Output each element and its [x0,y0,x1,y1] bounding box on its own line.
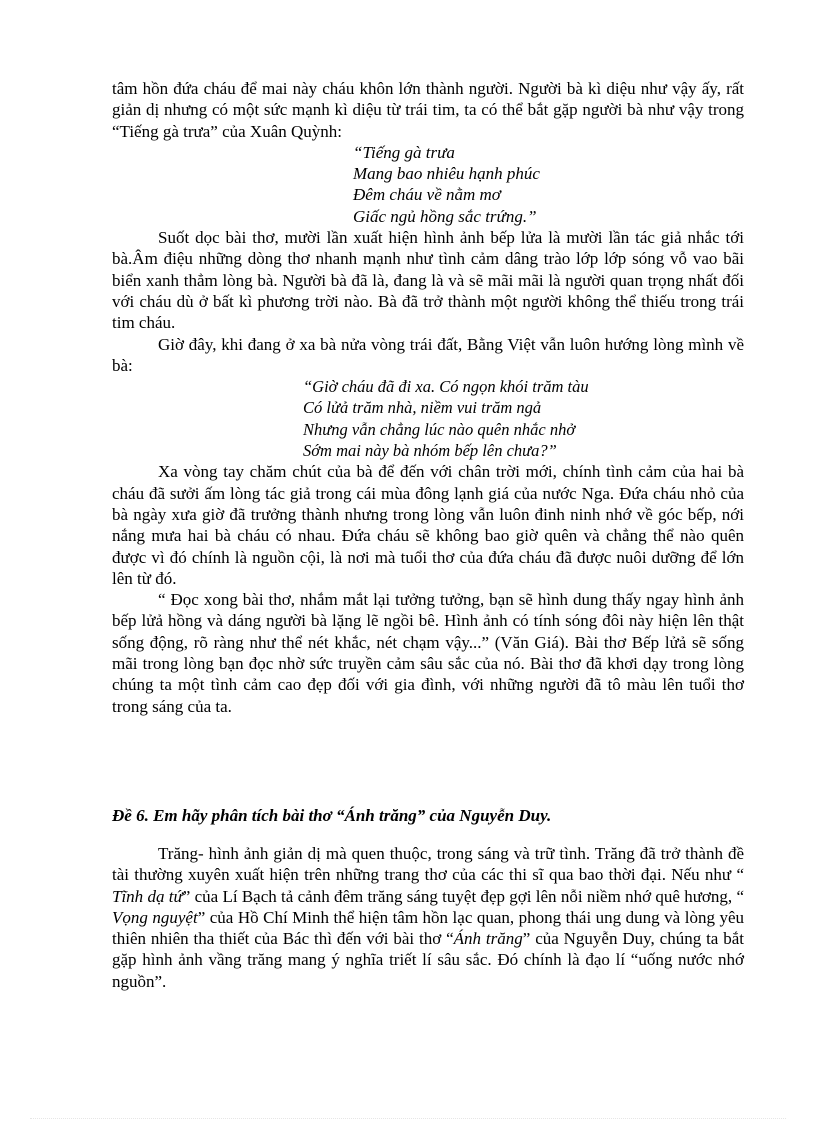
poem-tieng-ga-trua [112,142,744,227]
section-heading: Đề 6. Em hãy phân tích bài thơ “Ánh trăng” của Nguyễn Duy. [112,805,552,825]
work-title-anh-trang: Ánh trăng [453,929,523,949]
paragraph-gio-day: Giờ đây, khi đang ở xa bà nửa vòng trái đất, Bằng Việt vẫn luôn hướng lòng mình về bà: [112,334,744,375]
document-page [112,78,744,992]
paragraph-xa-vong-tay: Xa vòng tay chăm chút của bà để đến với chân trời mới, chính tình cảm của hai bà cháu đã sưởi ấm lòng tác giả trong cái mùa đông lạnh giá của nước Nga. Đứa cháu nhỏ của bà ngày xưa giờ đã trưởng thành nhưng trong lòng vẫn luôn đinh ninh nhớ về góc bếp, nới nắng mưa hai bà cháu có nhau. Đứa cháu sẽ không bao giờ quên và chẳng thể nào quên được vì đó chính là nguồn cội, là nơi mà tuổi thơ của đứa cháu đã được nuôi dưỡng để lớn lên từ đó. [112,462,744,588]
poem-line: Mang bao nhiêu hạnh phúc [353,164,540,184]
work-title-tinh-da-tu: Tĩnh dạ tứ [112,886,183,906]
page-bottom-rule [30,1118,786,1119]
poem-line: Nhưng vẫn chẳng lúc nào quên nhắc nhở [303,419,576,439]
paragraph-intro: tâm hồn đứa cháu để mai này cháu khôn lớn thành người. Người bà kì diệu như vậy ấy, rất giản dị nhưng có một sức mạnh kì diệu từ trái tim, ta có thể bắt gặp người bà như vậy trong “Tiếng gà trưa” của Xuân Quỳnh: [112,79,744,141]
poem-line: Giấc ngủ hồng sắc trứng.” [353,206,537,226]
text-run: ” của Hồ Chí Minh thể hiện tâm hồn lạc quan, phong thái ung dung và lòng yêu thiên nhiên tha thiết của Bác thì đến với bài thơ “ [112,907,744,949]
text-run: Trăng- hình ảnh giản dị mà quen thuộc, trong sáng và trữ tình. Trăng đã trở thành đề tài thường xuyên xuất hiện trên những trang thơ của các thi sĩ qua bao thời đại. Nếu như “ [112,843,744,885]
poem-line: Sớm mai này bà nhóm bếp lên chưa?” [303,441,557,461]
section-gap [112,717,744,805]
poem-line: Có lửả trăm nhà, niềm vui trăm ngả [303,398,542,418]
poem-line: “Giờ cháu đã đi xa. Có ngọn khói trăm tàu [303,377,589,397]
paragraph-bep-lua: Suốt dọc bài thơ, mười lần xuất hiện hình ảnh bếp lửa là mười lần tác giả nhắc tới bà.Âm điệu những dòng thơ nhanh mạnh như tình cảm dâng trào lớp lớp sóng vỗ vao bãi biển xanh thẳm lòng bà. Người bà đã là, đang là và sẽ mãi mãi là người quan trọng nhất đối với cháu dù ở bất kì phương trời nào. Bà đã trở thành một người không thể thiếu trong trái tim cháu. [112,228,744,333]
poem-gio-chau-da-di-xa [112,376,744,461]
poem-line: Đêm cháu về nằm mơ [353,185,501,205]
work-title-vong-nguyet: Vọng nguyệt [112,907,198,927]
paragraph-anh-trang-intro [112,843,744,992]
poem-line: “Tiếng gà trưa [353,142,455,162]
paragraph-quote-van-gia: “ Đọc xong bài thơ, nhắm mắt lại tưởng tưởng, bạn sẽ hình dung thấy ngay hình ảnh bếp lửả hồng và dáng người bà lặng lẽ ngồi bê. Hình ảnh có tính sóng đôi này hiện lên thật sống động, rõ ràng như thể nét khắc, nét chạm vậy...” (Văn Giá). Bài thơ Bếp lửả sẽ sống mãi trong lòng bạn đọc nhờ sức truyền cảm sâu sắc của nó. Bài thơ đã khơi dạy trong lòng chúng ta một tình cảm cao đẹp đối với gia đình, với những người đã tô màu lên tuổi thơ trong sáng của ta. [112,590,744,716]
text-run: ” của Nguyễn Duy, chúng ta bắt gặp hình ảnh vầng trăng mang ý nghĩa triết lí sâu sắc. Đó chính là đạo lí “uống nước nhớ nguồn”. [112,929,744,991]
heading-gap [112,827,744,843]
text-run: ” của Lí Bạch tả cảnh đêm trăng sáng tuyệt đẹp gợi lên nỗi niềm nhớ quê hương, “ [182,886,744,906]
